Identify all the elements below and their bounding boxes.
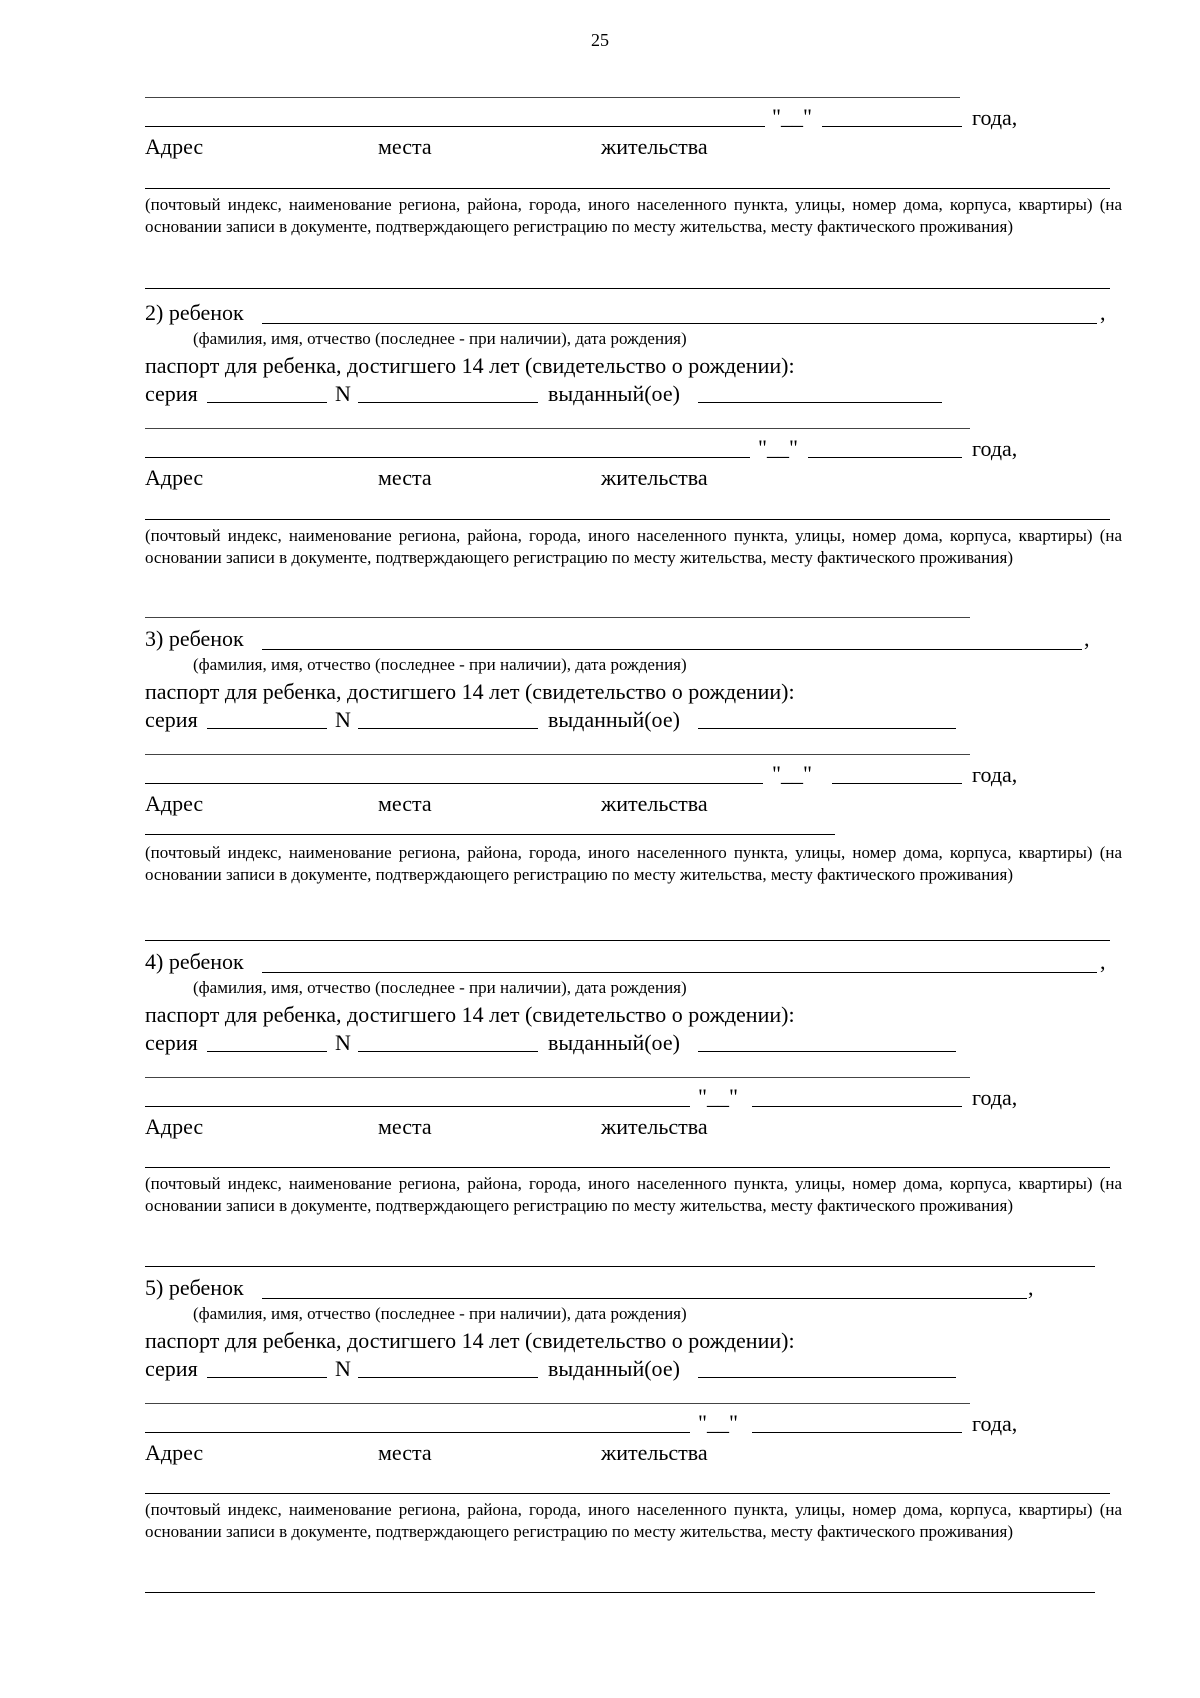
child-fio-line[interactable] bbox=[262, 1298, 1027, 1299]
issued-by-line[interactable] bbox=[698, 728, 956, 729]
date-day: "__" bbox=[772, 761, 812, 786]
issued-by-line[interactable] bbox=[145, 1106, 690, 1107]
date-month-line[interactable] bbox=[822, 126, 962, 127]
address-label: места bbox=[378, 1114, 432, 1139]
child-label: 5) ребенок bbox=[145, 1275, 244, 1300]
year-suffix: года, bbox=[972, 436, 1018, 461]
issued-by-line[interactable] bbox=[698, 1051, 956, 1052]
address-label: Адрес bbox=[145, 791, 204, 816]
issued-label: выданный(ое) bbox=[548, 381, 680, 406]
address-note: (почтовый индекс, наименование региона, района, города, иного населенного пункта, улицы, номер дома, корпуса, квартиры) (на основании записи в документе, подтверждающего регистрацию по месту жительства, месту фактического проживания) bbox=[145, 1500, 1122, 1541]
address-label: места bbox=[378, 791, 432, 816]
number-line[interactable] bbox=[358, 1377, 538, 1378]
series-line[interactable] bbox=[207, 1377, 327, 1378]
address-label: жительства bbox=[601, 465, 708, 490]
issued-by-line[interactable] bbox=[145, 783, 763, 784]
address-line[interactable] bbox=[145, 940, 1110, 941]
issued-by-line[interactable] bbox=[698, 1377, 956, 1378]
address-note: (почтовый индекс, наименование региона, района, города, иного населенного пункта, улицы, номер дома, корпуса, квартиры) (на основании записи в документе, подтверждающего регистрацию по месту жительства, месту фактического проживания) bbox=[145, 195, 1122, 236]
series-line[interactable] bbox=[207, 402, 327, 403]
year-suffix: года, bbox=[972, 1411, 1018, 1436]
comma: , bbox=[1100, 949, 1106, 974]
passport-label: паспорт для ребенка, достигшего 14 лет (свидетельство о рождении): bbox=[145, 1328, 795, 1353]
address-line[interactable] bbox=[145, 519, 1110, 520]
issued-by-line[interactable] bbox=[145, 428, 970, 429]
address-label: места bbox=[378, 134, 432, 159]
series-label: серия bbox=[145, 1030, 198, 1055]
address-label: жительства bbox=[601, 1114, 708, 1139]
year-suffix: года, bbox=[972, 105, 1018, 130]
child-label: 2) ребенок bbox=[145, 300, 244, 325]
year-suffix: года, bbox=[972, 762, 1018, 787]
date-day: "__" bbox=[698, 1084, 738, 1109]
child-fio-line[interactable] bbox=[262, 972, 1097, 973]
series-label: серия bbox=[145, 707, 198, 732]
address-note: (почтовый индекс, наименование региона, района, города, иного населенного пункта, улицы, номер дома, корпуса, квартиры) (на основании записи в документе, подтверждающего регистрацию по месту жительства, месту фактического проживания) bbox=[145, 843, 1122, 884]
series-label: серия bbox=[145, 381, 198, 406]
number-label: N bbox=[335, 1356, 351, 1381]
address-line[interactable] bbox=[145, 1493, 1110, 1494]
address-line[interactable] bbox=[145, 834, 835, 835]
address-line[interactable] bbox=[145, 288, 1110, 289]
address-note: (почтовый индекс, наименование региона, района, города, иного населенного пункта, улицы, номер дома, корпуса, квартиры) (на основании записи в документе, подтверждающего регистрацию по месту жительства, месту фактического проживания) bbox=[145, 526, 1122, 567]
comma: , bbox=[1028, 1275, 1034, 1300]
date-month-line[interactable] bbox=[832, 783, 962, 784]
child-fio-line[interactable] bbox=[262, 323, 1097, 324]
date-month-line[interactable] bbox=[752, 1432, 962, 1433]
series-label: серия bbox=[145, 1356, 198, 1381]
issued-by-line[interactable] bbox=[145, 1432, 690, 1433]
fio-hint: (фамилия, имя, отчество (последнее - при наличии), дата рождения) bbox=[193, 978, 687, 997]
address-label: места bbox=[378, 465, 432, 490]
date-day: "__" bbox=[758, 435, 798, 460]
number-line[interactable] bbox=[358, 402, 538, 403]
date-month-line[interactable] bbox=[808, 457, 962, 458]
address-label: Адрес bbox=[145, 1440, 204, 1465]
address-label: жительства bbox=[601, 1440, 708, 1465]
year-suffix: года, bbox=[972, 1085, 1018, 1110]
fio-hint: (фамилия, имя, отчество (последнее - при наличии), дата рождения) bbox=[193, 655, 687, 674]
address-line[interactable] bbox=[145, 188, 1110, 189]
child-label: 4) ребенок bbox=[145, 949, 244, 974]
number-label: N bbox=[335, 1030, 351, 1055]
address-label: Адрес bbox=[145, 1114, 204, 1139]
address-label: жительства bbox=[601, 791, 708, 816]
comma: , bbox=[1100, 300, 1106, 325]
number-label: N bbox=[335, 381, 351, 406]
passport-label: паспорт для ребенка, достигшего 14 лет (свидетельство о рождении): bbox=[145, 679, 795, 704]
date-day: "__" bbox=[772, 104, 812, 129]
address-label: места bbox=[378, 1440, 432, 1465]
fio-hint: (фамилия, имя, отчество (последнее - при наличии), дата рождения) bbox=[193, 1304, 687, 1323]
issued-by-line[interactable] bbox=[698, 402, 942, 403]
issued-label: выданный(ое) bbox=[548, 707, 680, 732]
issued-by-line[interactable] bbox=[145, 97, 960, 98]
address-line[interactable] bbox=[145, 617, 970, 618]
issued-label: выданный(ое) bbox=[548, 1030, 680, 1055]
issued-by-line[interactable] bbox=[145, 457, 750, 458]
number-label: N bbox=[335, 707, 351, 732]
issued-by-line[interactable] bbox=[145, 1403, 970, 1404]
address-line[interactable] bbox=[145, 1592, 1095, 1593]
issued-by-line[interactable] bbox=[145, 754, 970, 755]
comma: , bbox=[1084, 626, 1090, 651]
passport-label: паспорт для ребенка, достигшего 14 лет (свидетельство о рождении): bbox=[145, 1002, 795, 1027]
page-number: 25 bbox=[591, 30, 609, 50]
address-line[interactable] bbox=[145, 1167, 1110, 1168]
date-day: "__" bbox=[698, 1410, 738, 1435]
address-label: Адрес bbox=[145, 134, 204, 159]
issued-label: выданный(ое) bbox=[548, 1356, 680, 1381]
issued-by-line[interactable] bbox=[145, 1077, 970, 1078]
number-line[interactable] bbox=[358, 1051, 538, 1052]
fio-hint: (фамилия, имя, отчество (последнее - при наличии), дата рождения) bbox=[193, 329, 687, 348]
address-label: жительства bbox=[601, 134, 708, 159]
number-line[interactable] bbox=[358, 728, 538, 729]
child-label: 3) ребенок bbox=[145, 626, 244, 651]
date-month-line[interactable] bbox=[752, 1106, 962, 1107]
child-fio-line[interactable] bbox=[262, 649, 1082, 650]
issued-by-line[interactable] bbox=[145, 126, 765, 127]
address-note: (почтовый индекс, наименование региона, района, города, иного населенного пункта, улицы, номер дома, корпуса, квартиры) (на основании записи в документе, подтверждающего регистрацию по месту жительства, месту фактического проживания) bbox=[145, 1174, 1122, 1215]
series-line[interactable] bbox=[207, 728, 327, 729]
address-line[interactable] bbox=[145, 1266, 1095, 1267]
address-label: Адрес bbox=[145, 465, 204, 490]
passport-label: паспорт для ребенка, достигшего 14 лет (свидетельство о рождении): bbox=[145, 353, 795, 378]
series-line[interactable] bbox=[207, 1051, 327, 1052]
